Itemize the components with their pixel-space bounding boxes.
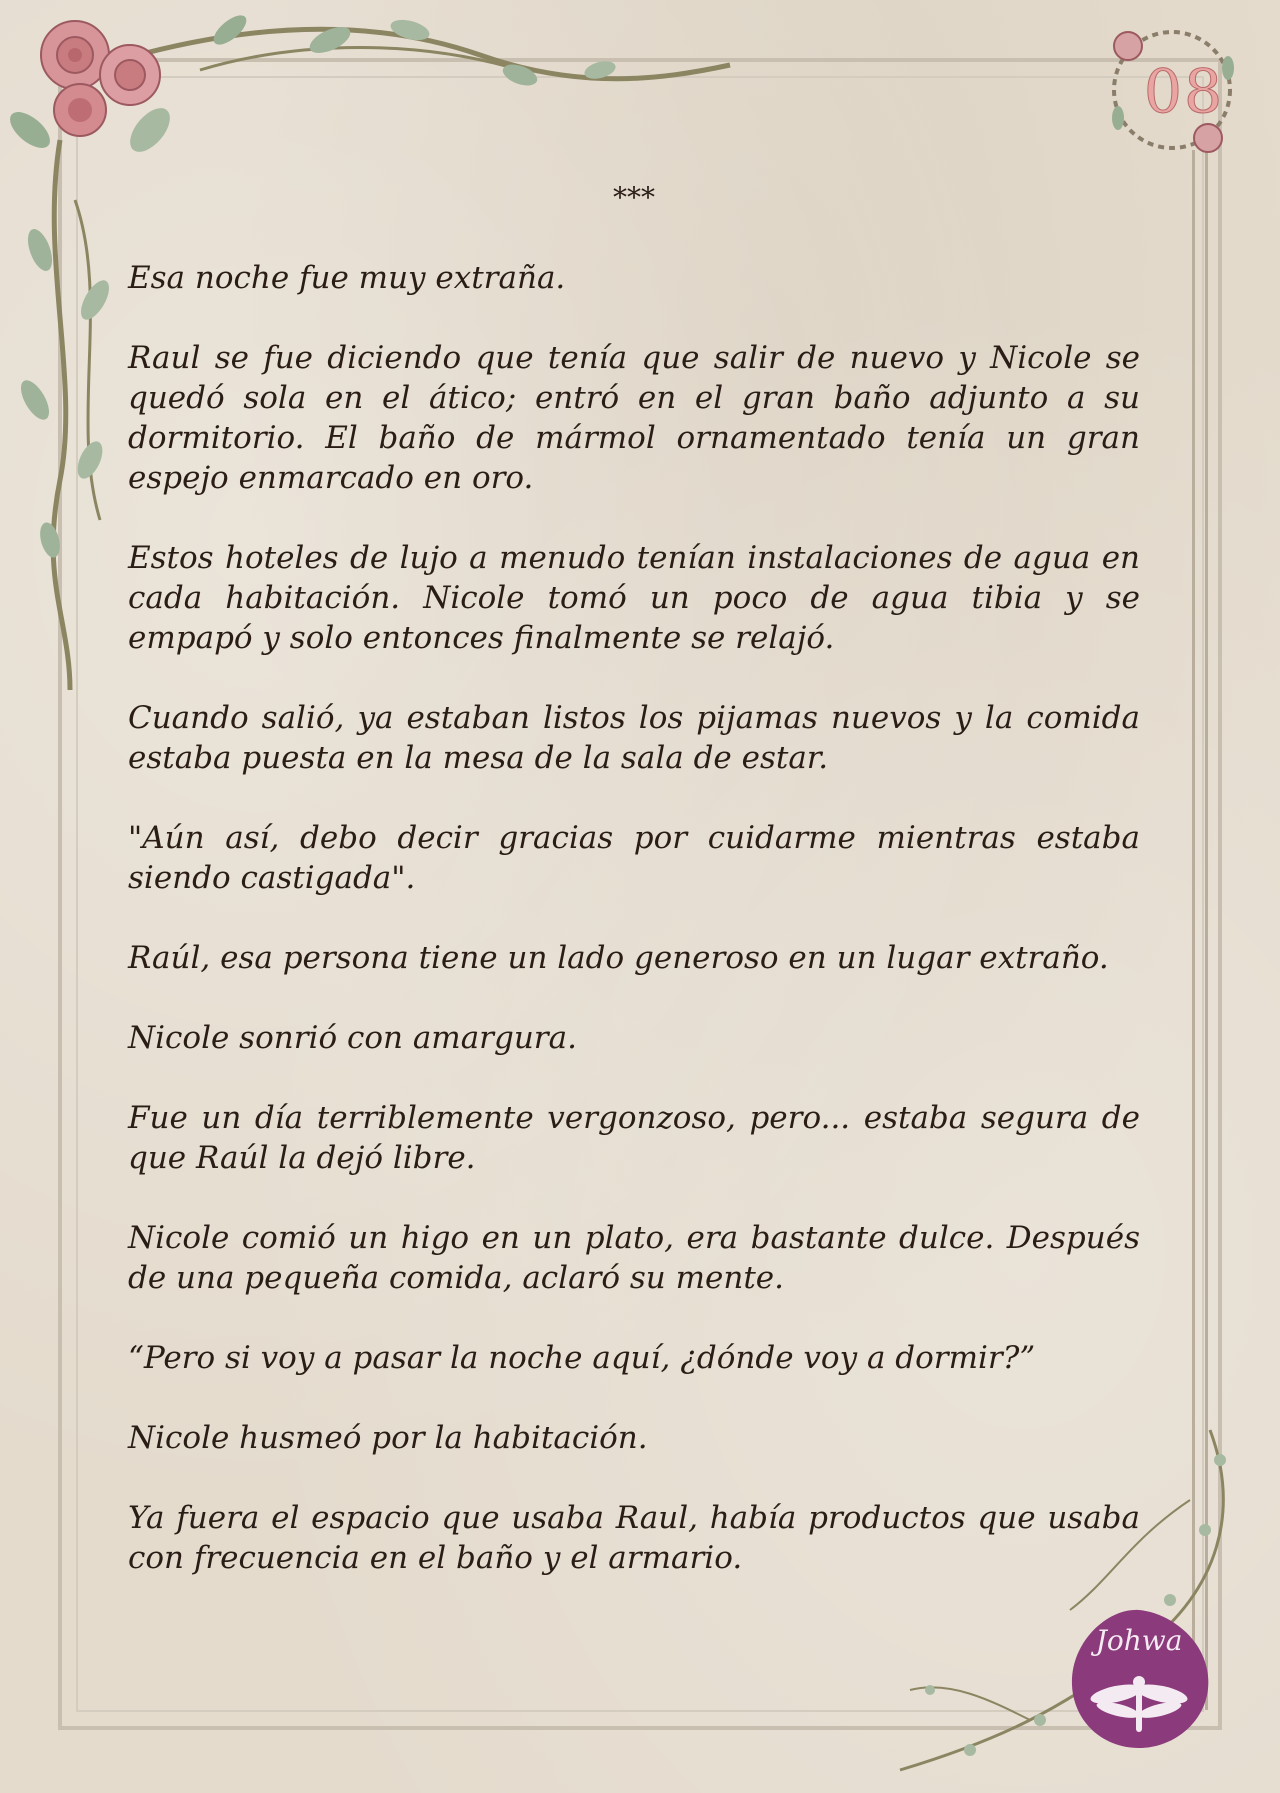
scene-separator: ***	[613, 181, 655, 214]
paragraph: Ya fuera el espacio que usaba Raul, había productos que usaba con frecuencia en el baño y el armario.	[128, 1500, 1140, 1576]
paragraph: Estos hoteles de lujo a menudo tenían instalaciones de agua en cada habitación. Nicole tomó un poco de agua tibia y se empapó y solo entonces finalmente se relajó.	[128, 540, 1140, 656]
paragraph: Raul se fue diciendo que tenía que salir de nuevo y Nicole se quedó sola en el ático; entró en el gran baño adjunto a su dormitorio. El baño de mármol ornamentado tenía un gran espejo enmarcado en oro.	[128, 340, 1140, 496]
paragraph: Fue un día terriblemente vergonzoso, pero... estaba segura de que Raúl la dejó libre.	[128, 1100, 1140, 1176]
paragraph: Nicole comió un higo en un plato, era bastante dulce. Después de una pequeña comida, aclaró su mente.	[128, 1220, 1140, 1296]
johwa-logo	[1066, 1606, 1212, 1752]
paragraph: “Pero si voy a pasar la noche aquí, ¿dónde voy a dormir?”	[128, 1340, 1036, 1376]
story-text	[128, 178, 1140, 1618]
paragraph: Esa noche fue muy extraña.	[128, 260, 566, 296]
paragraph: Cuando salió, ya estaban listos los pijamas nuevos y la comida estaba puesta en la mesa de la sala de estar.	[128, 700, 1140, 776]
paragraph: "Aún así, debo decir gracias por cuidarme mientras estaba siendo castigada".	[128, 820, 1140, 896]
paragraph: Raúl, esa persona tiene un lado generoso en un lugar extraño.	[128, 940, 1109, 976]
logo-text: Johwa	[1095, 1624, 1183, 1657]
paragraph: Nicole husmeó por la habitación.	[128, 1420, 648, 1456]
page-number: 08	[1143, 57, 1225, 127]
paragraph: Nicole sonrió con amargura.	[128, 1020, 577, 1056]
